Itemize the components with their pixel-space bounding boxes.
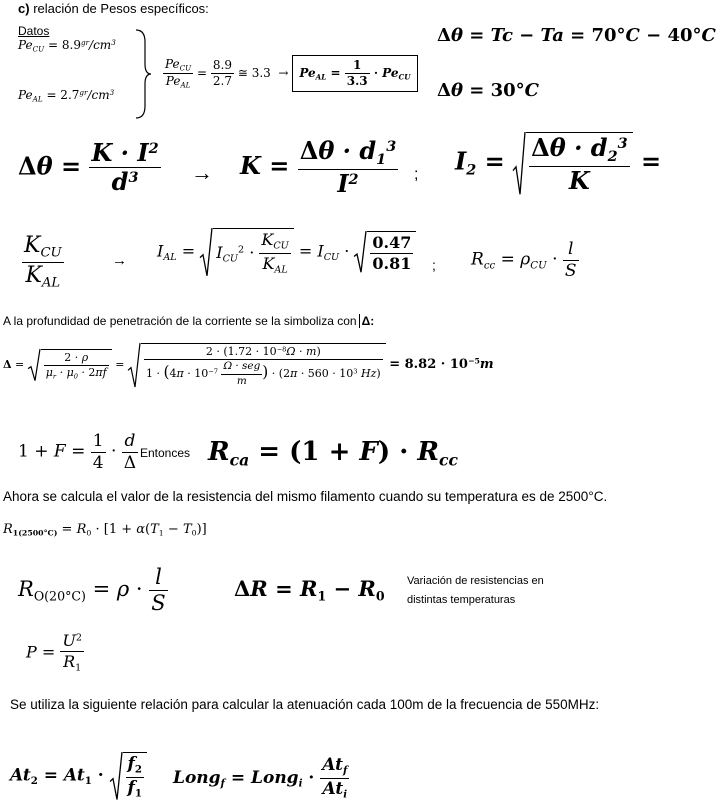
delta-theta-equation: Δθ = Tc − Ta = 70°C − 40°C bbox=[437, 25, 716, 46]
right-brace bbox=[133, 28, 153, 120]
one-plus-f-formula: 1 + F = $\frac{1}{4}$ · $\frac{d}{\Delta}$ bbox=[18, 431, 137, 473]
delta-theta-formula: Δθ = $\frac{K \cdot I^2}{d^3}$ bbox=[18, 138, 159, 197]
ratio-equation: $Pe_{CU}$ $Pe_{AL}$ = $\frac{8.9}{2.7}$ ≅ $3.3 \to Pe_{AL}$ = $\frac{1}{3.3}$ · $Pe_{CU}$ bbox=[163, 55, 418, 92]
arrow-2: → bbox=[112, 252, 127, 269]
pe-al-data: $Pe_{AL} = 2.7^{gr}/cm^3$ bbox=[18, 88, 115, 104]
power-formula: P = $\frac{U^2}{R_1}$ bbox=[26, 631, 82, 673]
arrow-1: → bbox=[191, 160, 213, 185]
entonces-label: Entonces bbox=[140, 446, 191, 460]
separator-semicolon: ; bbox=[414, 166, 419, 183]
r1-formula: $R_{1(2500^\circ C)} = R_0 \cdot [1 + \alpha(T_1 - T_0)]$ bbox=[3, 522, 207, 538]
r-cc-formula: $R_{cc} = \rho_{CU}$ · $\frac{l}{S}$ bbox=[471, 239, 577, 281]
separator-semicolon-2: ; bbox=[432, 257, 436, 273]
section-title: relación de Pesos específicos: bbox=[33, 1, 209, 16]
k-formula: K = $\frac{\Delta\theta \cdot d_1^3}{I^2}$ bbox=[240, 136, 397, 198]
ahora-text: Ahora se calcula el valor de la resistencia del mismo filamento cuando su temperatura es de 2500°C. bbox=[3, 489, 608, 504]
penetration-depth-formula: Δ = $\frac{2 \cdot \rho}{\mu_r \cdot \mu_0 \cdot 2\pi f}$ = $2 \cdot (1.72 \cdot 10^{-8}\Omega \cdot m)$ $1 \cdot (4\pi \cdot 10^{-7}$ Ω · seg m ) · ($2\pi \cdot 560 \cdot 10^3$ Hz) = $8.82 \cdot 10^{-5}m$ bbox=[3, 345, 494, 387]
variacion-text-1: Variación de resistencias en bbox=[407, 575, 544, 587]
datos-label: Datos bbox=[18, 24, 50, 38]
variacion-text-2: distintas temperaturas bbox=[407, 594, 516, 606]
pe-cu-data: $Pe_{CU} = 8.9^{gr}/cm^3$ bbox=[18, 38, 116, 54]
section-letter: c) bbox=[18, 1, 30, 16]
delta-theta-result: Δθ = 30°C bbox=[437, 80, 539, 101]
k-ratio: $K_{CU}$ $K_{AL}$ bbox=[24, 233, 62, 291]
delta-r-formula: $\Delta R = R_1 - R_0$ bbox=[234, 576, 385, 604]
r0-formula: $R_{O(20^\circ C)} = \rho$ · $\frac{l}{S}$ bbox=[18, 565, 166, 616]
section-heading bbox=[18, 1, 209, 16]
length-formula: Long$_f$ = Long$_i$ · $At_f$ $At_i$ bbox=[173, 755, 348, 801]
r-ca-formula: $R_{ca} = (1 + F) \cdot R_{cc}$ bbox=[208, 437, 458, 470]
i2-formula: $I_2$ = $\frac{\Delta\theta \cdot d_2^3}{K}$ = bbox=[455, 133, 662, 195]
profundidad-text: A la profundidad de penetración de la corriente se la simboliza con Δ: bbox=[3, 314, 375, 328]
i-al-formula: $I_{AL}$ = $I_{CU}^2$ · $K_{CU}$ $K_{AL}$ = $I_{CU}$ · $\frac{0.47}{0.81}$ bbox=[157, 228, 416, 276]
attenuation-formula: $At_2 = At_1$ · $\frac{f_2}{f_1}$ bbox=[10, 752, 147, 800]
atenuacion-text: Se utiliza la siguiente relación para calcular la atenuación cada 100m de la frecuencia de 550MHz: bbox=[10, 697, 600, 712]
